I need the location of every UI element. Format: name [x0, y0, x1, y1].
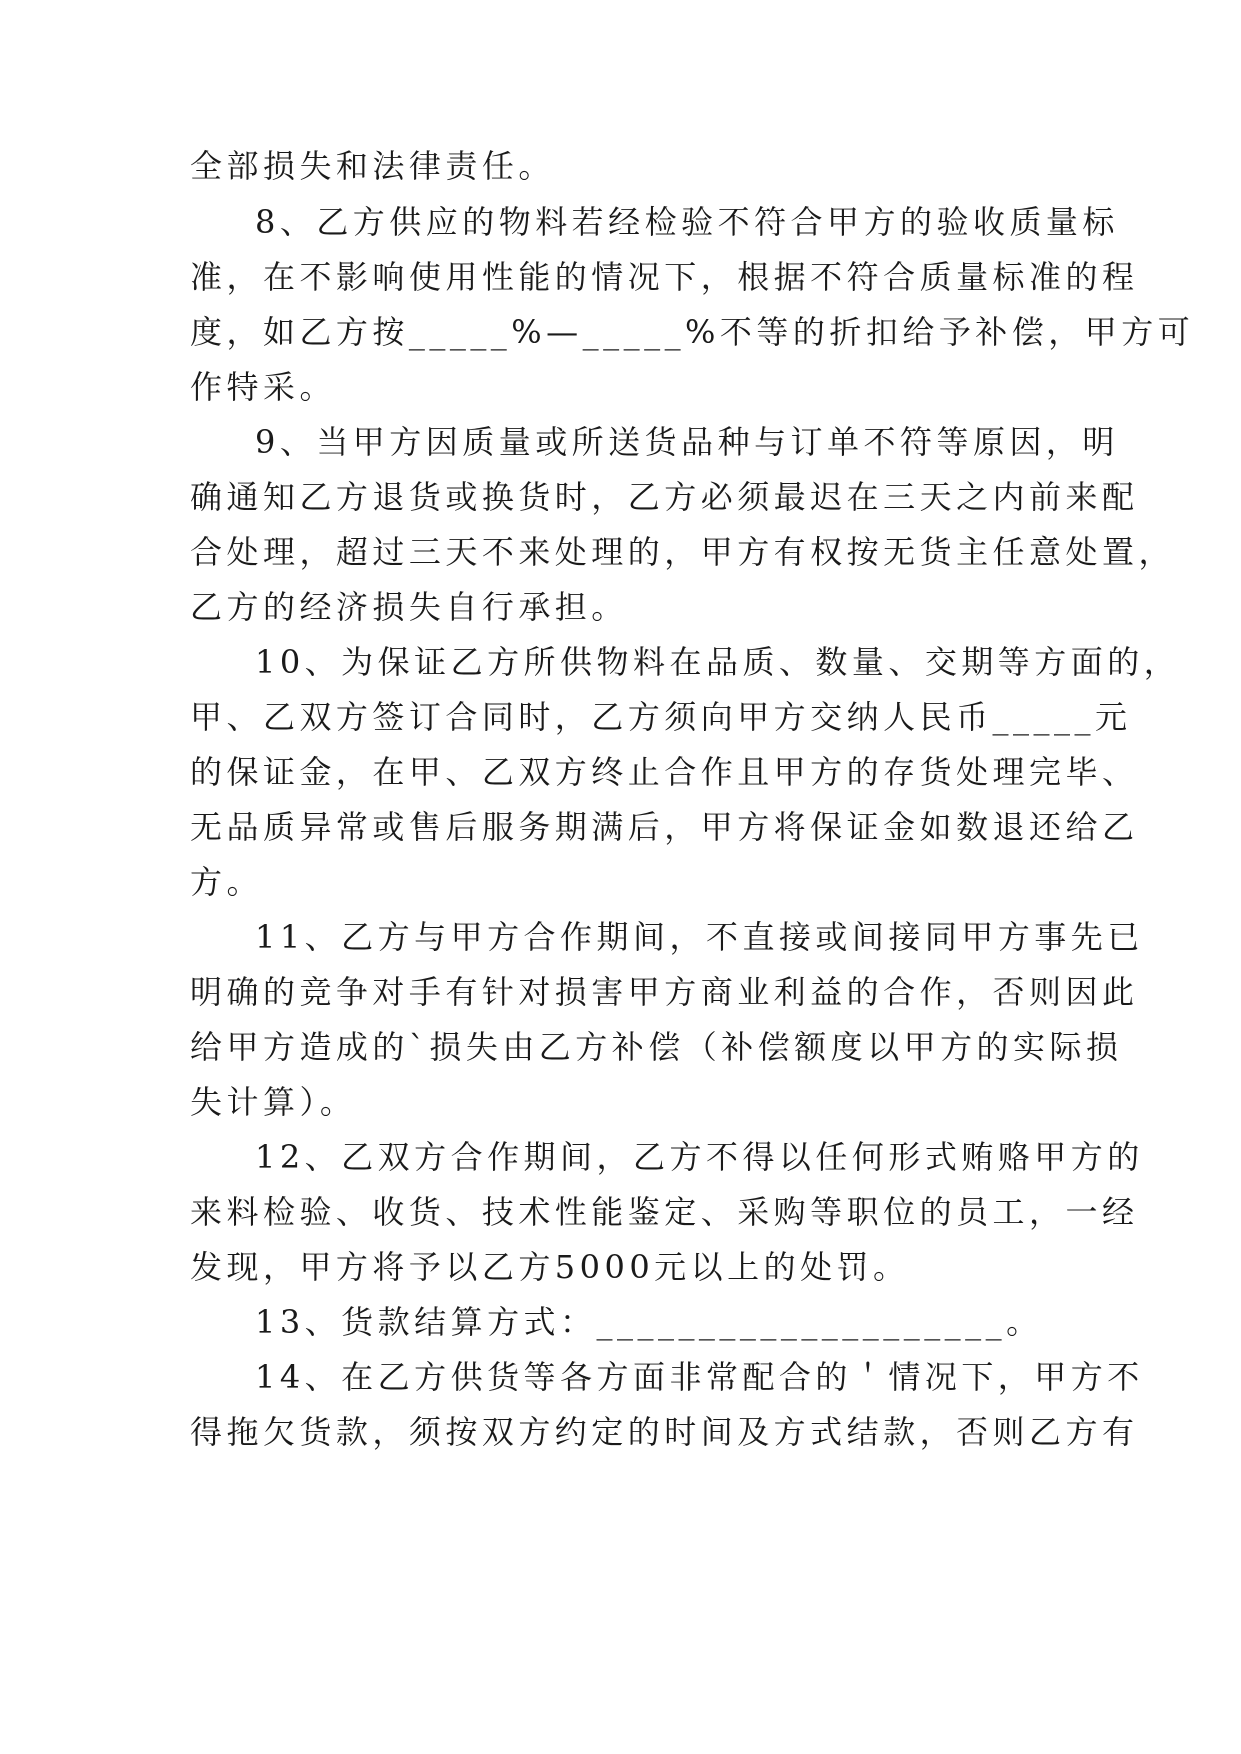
clause-10-line-1: 10、为保证乙方所供物料在品质、数量、交期等方面的， [255, 643, 1181, 681]
clause-10-line-5: 方。 [190, 863, 263, 901]
clause-14-line-2: 得拖欠货款，须按双方约定的时间及方式结款，否则乙方有 [190, 1413, 1139, 1451]
clause-8-line-4: 作特采。 [190, 368, 336, 406]
clause-9-line-2: 确通知乙方退货或换货时，乙方必须最迟在三天之内前来配 [190, 478, 1139, 516]
clause-11-line-2: 明确的竞争对手有针对损害甲方商业利益的合作，否则因此 [190, 973, 1139, 1011]
clause-10-line-4: 无品质异常或售后服务期满后，甲方将保证金如数退还给乙 [190, 808, 1139, 846]
clause-9-line-1: 9、当甲方因质量或所送货品种与订单不符等原因，明 [255, 423, 1119, 461]
clause-10-line-3: 的保证金，在甲、乙双方终止合作且甲方的存货处理完毕、 [190, 753, 1139, 791]
clause-11-line-4: 失计算）。 [190, 1083, 357, 1121]
clause-10-line-2: 甲、乙双方签订合同时，乙方须向甲方交纳人民币_____元 [190, 698, 1132, 736]
clause-8-line-3: 度，如乙方按_____%—_____%不等的折扣给予补偿，甲方可 [190, 313, 1195, 351]
clause-9-line-3: 合处理，超过三天不来处理的，甲方有权按无货主任意处置， [190, 533, 1175, 571]
clause-11-line-3: 给甲方造成的`损失由乙方补偿（补偿额度以甲方的实际损 [190, 1028, 1123, 1066]
text-line-1: 全部损失和法律责任。 [190, 147, 555, 185]
clause-11-line-1: 11、乙方与甲方合作期间，不直接或间接同甲方事先已 [255, 918, 1144, 956]
clause-12-line-2: 来料检验、收货、技术性能鉴定、采购等职位的员工，一经 [190, 1193, 1139, 1231]
clause-12-line-3: 发现，甲方将予以乙方5000元以上的处罚。 [190, 1248, 910, 1286]
clause-14-line-1: 14、在乙方供货等各方面非常配合的＇情况下，甲方不 [255, 1358, 1144, 1396]
clause-13-line-1: 13、货款结算方式：____________________。 [255, 1303, 1043, 1341]
clause-8-line-2: 准，在不影响使用性能的情况下，根据不符合质量标准的程 [190, 258, 1139, 296]
clause-12-line-1: 12、乙双方合作期间，乙方不得以任何形式贿赂甲方的 [255, 1138, 1144, 1176]
clause-8-line-1: 8、乙方供应的物料若经检验不符合甲方的验收质量标 [255, 203, 1119, 241]
clause-9-line-4: 乙方的经济损失自行承担。 [190, 588, 628, 626]
